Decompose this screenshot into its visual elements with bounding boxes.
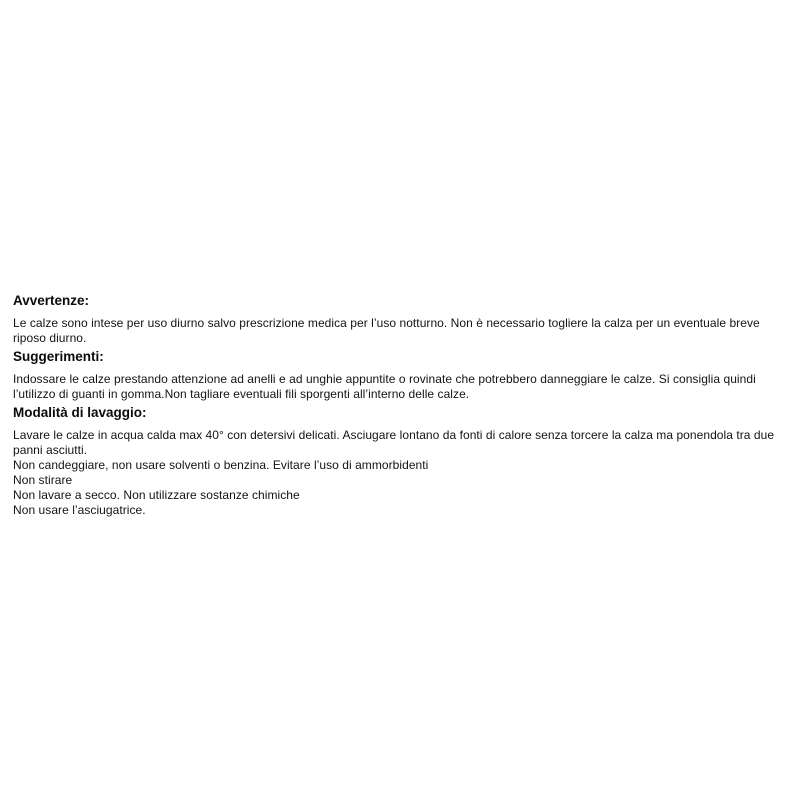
paragraph-lavaggio-istruzioni: Lavare le calze in acqua calda max 40° con detersivi delicati. Asciugare lontano da fonti di calore senza torcere la calza ma ponendola tra due panni asciutti. — [13, 428, 775, 457]
paragraph-non-usare-asciugatrice: Non usare l’asciugatrice. — [13, 503, 146, 517]
section-heading-avvertenze: Avvertenze: — [13, 293, 90, 308]
paragraph-suggerimenti: Indossare le calze prestando attenzione ad anelli e ad unghie appuntite o rovinate che potrebbero danneggiare le calze. Si consiglia quindi l’utilizzo di guanti in gomma.Non tagliare eventuali fili sporgenti all’interno delle calze. — [13, 372, 756, 401]
section-heading-suggerimenti: Suggerimenti: — [13, 349, 104, 364]
section-heading-modalita-di-lavaggio: Modalità di lavaggio: — [13, 405, 147, 420]
section-avvertenze — [13, 293, 792, 346]
paragraph-non-lavare-a-secco: Non lavare a secco. Non utilizzare sostanze chimiche — [13, 488, 300, 502]
paragraph-avvertenze: Le calze sono intese per uso diurno salvo prescrizione medica per l’uso notturno. Non è necessario togliere la calza per un eventuale breve riposo diurno. — [13, 316, 760, 345]
section-modalita-di-lavaggio — [13, 405, 792, 518]
care-instructions-text-block — [13, 293, 792, 521]
section-suggerimenti — [13, 349, 792, 402]
paragraph-non-candeggiare: Non candeggiare, non usare solventi o benzina. Evitare l’uso di ammorbidenti — [13, 458, 429, 472]
paragraph-non-stirare: Non stirare — [13, 473, 73, 487]
